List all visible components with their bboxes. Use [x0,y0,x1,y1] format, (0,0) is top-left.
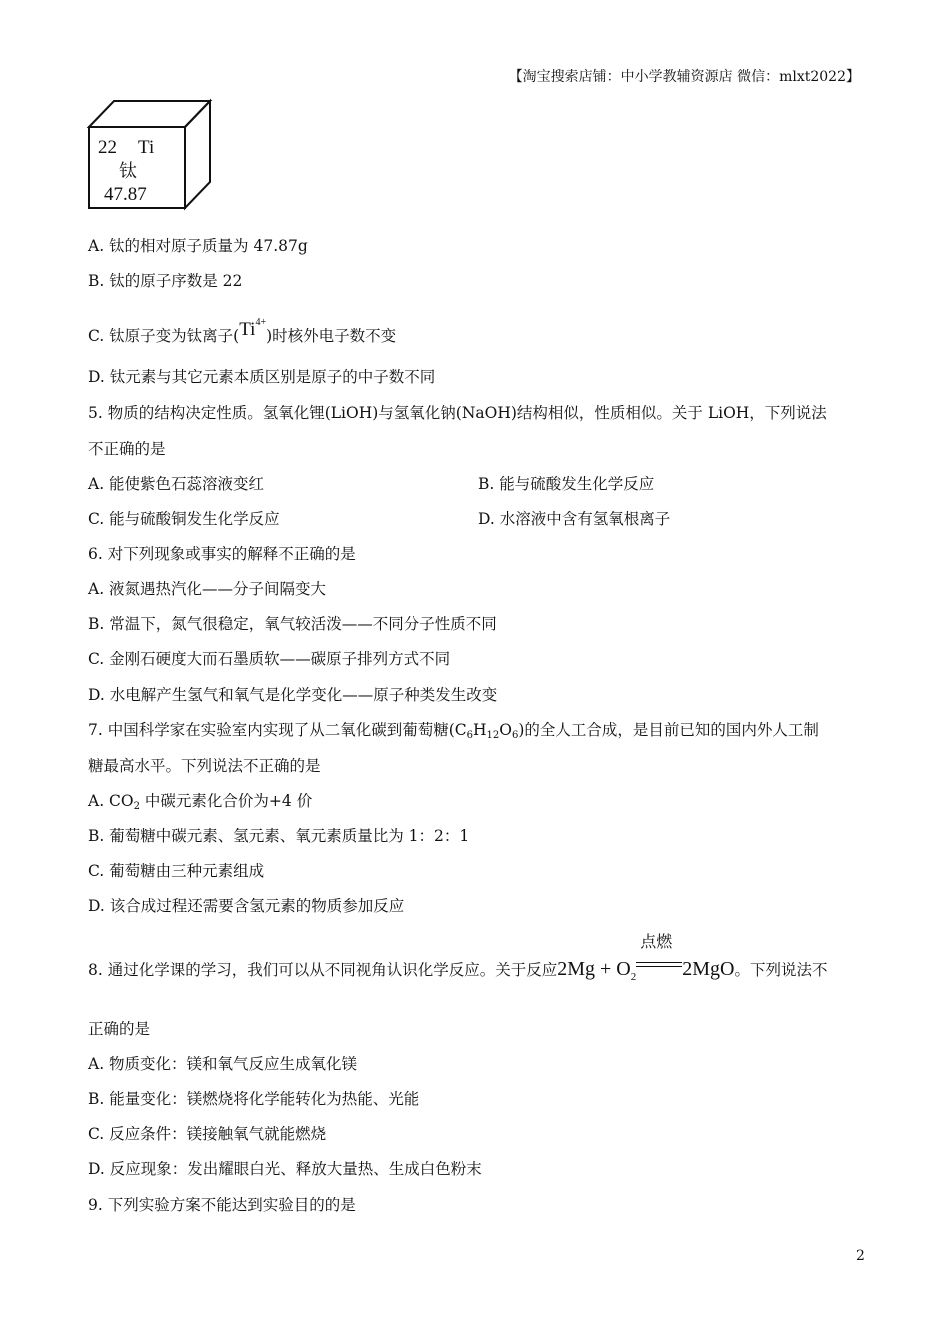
q9-stem: 9. 下列实验方案不能达到实验目的的是 [88,1196,356,1214]
titanium-ion: $Ti^{4+}$ [239,317,267,340]
atomic-number: 22 [98,137,117,158]
q6-option-c: C. 金刚石硬度大而石墨质软——碳原子排列方式不同 [88,650,451,668]
q7-option-a: A. $CO_2$ 中碳元素化合价为+4 价 [88,792,313,812]
q8-option-d: D. 反应现象：发出耀眼白光、释放大量热、生成白色粉末 [88,1160,482,1178]
element-name: 钛 [119,161,137,182]
page-number: 2 [856,1248,865,1264]
q5-stem: 5. 物质的结构决定性质。氢氧化锂(LiOH)与氢氧化钠(NaOH)结构相似，性质相似。关于 LiOH，下列说法 [88,404,827,422]
q8-stem: 8. 通过化学课的学习，我们可以从不同视角认识化学反应。关于反应$2Mg + O_2$ 点燃 2MgO。下列说法不 [88,932,828,983]
q7-stem-cont: 糖最高水平。下列说法不正确的是 [88,757,321,775]
q4-option-c: C. 钛原子变为钛离子$(Ti^{4+})$时核外电子数不变 [88,317,397,345]
q7-option-d: D. 该合成过程还需要含氢元素的物质参加反应 [88,897,405,915]
q5-option-a: A. 能使紫色石蕊溶液变红 [88,475,265,493]
reaction-equation: $2Mg + O_2$ 点燃 2MgO [557,932,735,983]
q8-option-c: C. 反应条件：镁接触氧气就能燃烧 [88,1125,327,1143]
q6-option-d: D. 水电解产生氢气和氧气是化学变化——原子种类发生改变 [88,686,498,704]
element-symbol: Ti [138,137,155,158]
element-cube-figure [86,98,214,212]
atomic-mass: 47.87 [104,184,147,205]
q7-stem: 7. 中国科学家在实验室内实现了从二氧化碳到葡萄糖$(C_6H_{12}O_6)$的全人工合成，是目前已知的国内外人工制 [88,721,819,741]
reaction-condition: 点燃 [640,932,673,951]
q8-option-a: A. 物质变化：镁和氧气反应生成氧化镁 [88,1055,358,1073]
page-header: 【淘宝搜索店铺：中小学教辅资源店 微信：mlxt2022】 [508,69,860,85]
q7-option-b: B. 葡萄糖中碳元素、氢元素、氧元素质量比为 1：2：1 [88,827,470,845]
q4-option-a: A. 钛的相对原子质量为 47.87g [88,237,308,255]
q7-option-c: C. 葡萄糖由三种元素组成 [88,862,265,880]
q4-option-d: D. 钛元素与其它元素本质区别是原子的中子数不同 [88,368,436,386]
q5-stem-cont: 不正确的是 [88,440,166,458]
reaction-arrow [636,932,682,975]
q6-option-a: A. 液氮遇热汽化——分子间隔变大 [88,580,327,598]
q6-stem: 6. 对下列现象或事实的解释不正确的是 [88,545,356,563]
q5-option-d: D. 水溶液中含有氢氧根离子 [478,510,671,528]
q8-stem-cont: 正确的是 [88,1020,151,1038]
q5-option-c: C. 能与硫酸铜发生化学反应 [88,510,280,528]
q5-option-b: B. 能与硫酸发生化学反应 [478,475,655,493]
titanium-element-card [86,98,214,216]
q6-option-b: B. 常温下，氮气很稳定，氧气较活泼——不同分子性质不同 [88,615,497,633]
q8-option-b: B. 能量变化：镁燃烧将化学能转化为热能、光能 [88,1090,420,1108]
q4-option-b: B. 钛的原子序数是 22 [88,272,243,290]
